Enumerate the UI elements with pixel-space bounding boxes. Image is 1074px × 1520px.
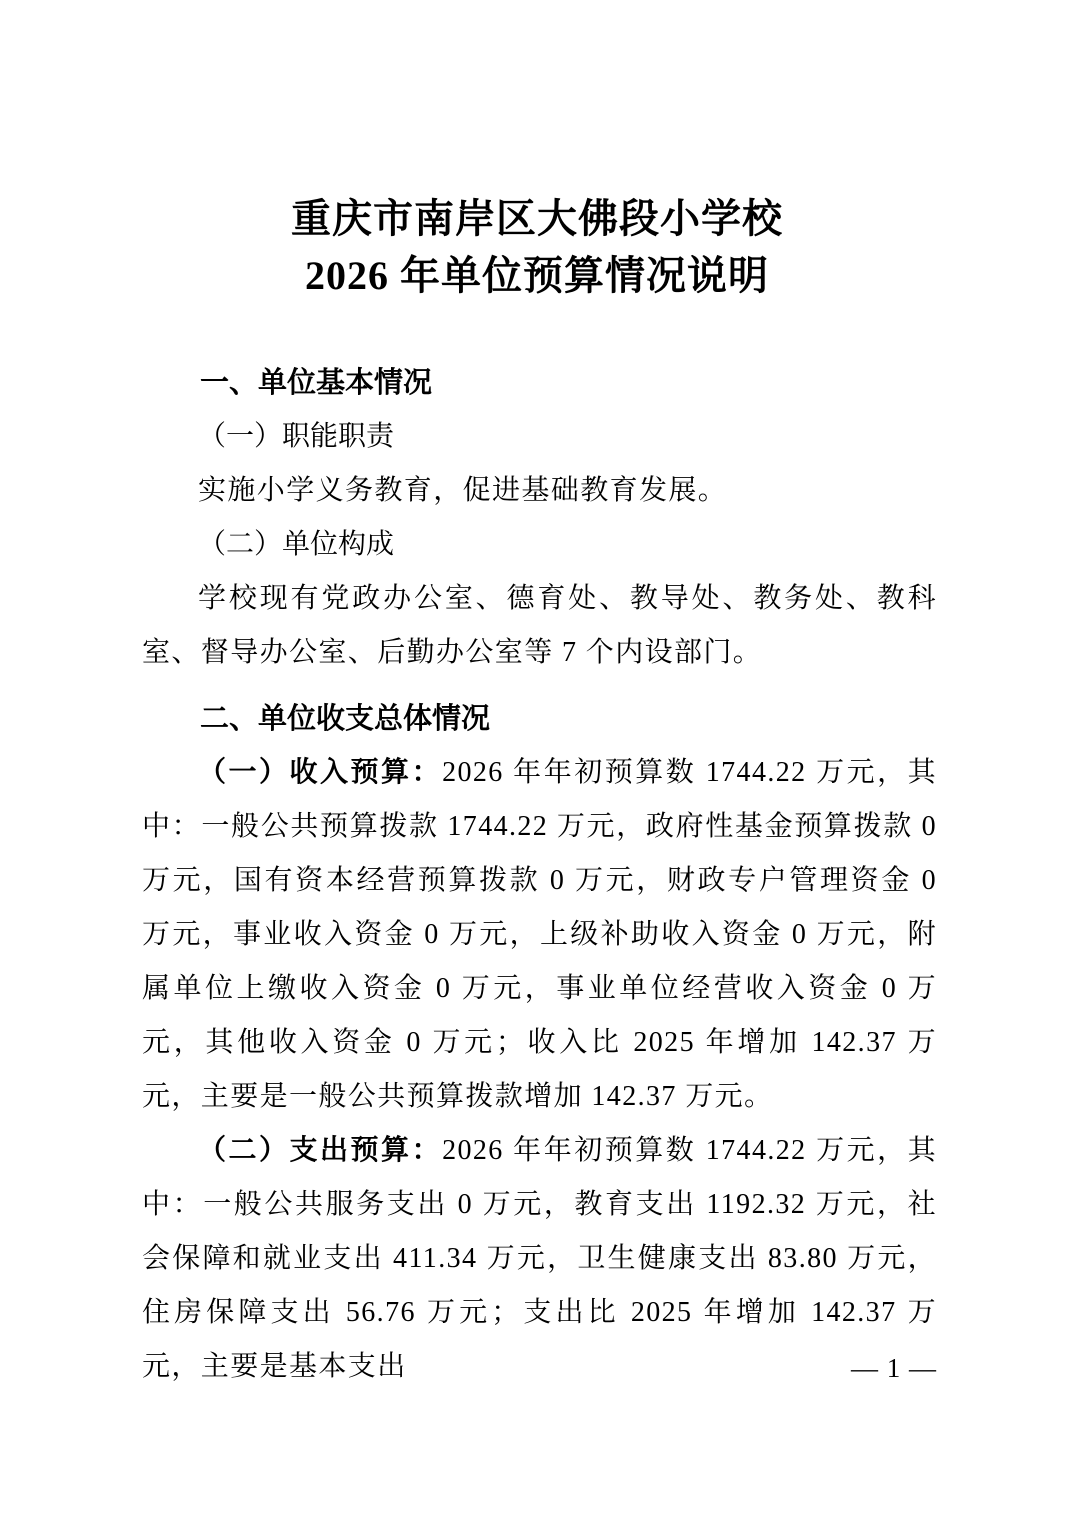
document-body xyxy=(142,356,937,1394)
paragraph-lead: （二）支出预算： xyxy=(198,1135,443,1166)
section-heading: 一、单位基本情况 xyxy=(200,367,433,399)
paragraph: 实施小学义务教育，促进基础教育发展。 xyxy=(198,475,728,506)
document-title xyxy=(0,0,1074,304)
paragraph: 学校现有党政办公室、德育处、教导处、教务处、教科室、督导办公室、后勤办公室等 7 个内设部门。 xyxy=(142,583,937,668)
page-number: — 1 — xyxy=(851,1353,937,1383)
section-heading: 二、单位收支总体情况 xyxy=(200,703,491,735)
title-line-1: 重庆市南岸区大佛段小学校 xyxy=(291,196,783,241)
paragraph-text: 2026 年年初预算数 1744.22 万元，其中：一般公共服务支出 0 万元，教育支出 1192.32 万元，社会保障和就业支出 411.34 万元，卫生健康支出 83.80 万元，住房保障支出 56.76 万元；支出比 2025 年增加 142.37 万元，主要是基本支出 xyxy=(142,1135,937,1382)
sub-heading: （二）单位构成 xyxy=(198,529,395,560)
sub-heading: （一）职能职责 xyxy=(198,421,395,452)
paragraph xyxy=(142,1124,937,1394)
title-line-2: 2026 年单位预算情况说明 xyxy=(305,253,769,298)
paragraph-lead: （一）收入预算： xyxy=(198,757,443,788)
page-footer xyxy=(851,1352,937,1384)
paragraph xyxy=(142,746,937,1124)
paragraph-text: 2026 年年初预算数 1744.22 万元，其中：一般公共预算拨款 1744.22 万元，政府性基金预算拨款 0 万元，国有资本经营预算拨款 0 万元，财政专户管理资金 0 万元，事业收入资金 0 万元，上级补助收入资金 0 万元，附属单位上缴收入资金 0 万元，事业单位经营收入资金 0 万元，其他收入资金 0 万元；收入比 2025 年增加 142.37 万元，主要是一般公共预算拨款增加 142.37 万元。 xyxy=(142,757,937,1112)
